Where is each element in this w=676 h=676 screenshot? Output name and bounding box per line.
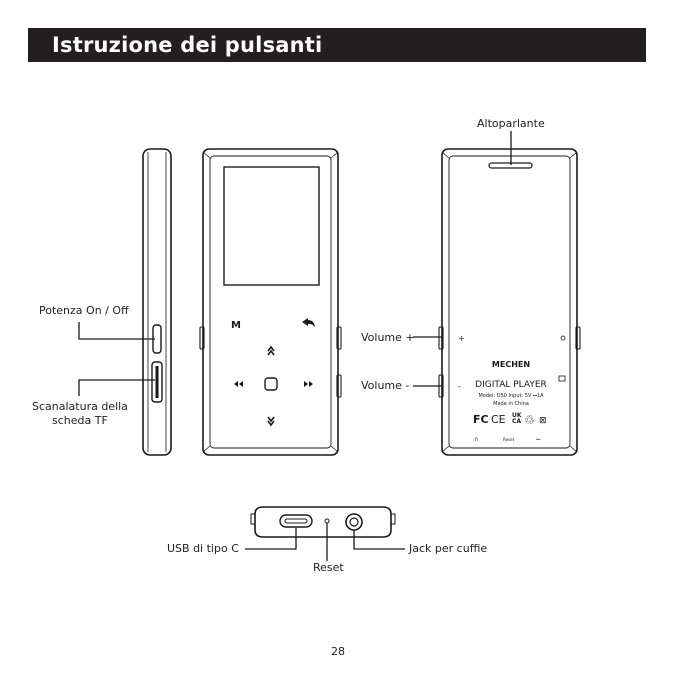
speaker-label: Altoparlante	[477, 117, 545, 130]
up-icon	[268, 347, 274, 355]
page-number: 28	[331, 645, 345, 658]
screen	[224, 167, 319, 285]
usb-icon: ⭠	[536, 436, 541, 443]
brand-logo: MECHEN	[491, 360, 531, 369]
forward-icon	[304, 381, 313, 387]
volume-down-label: Volume -	[361, 379, 410, 392]
svg-text:CA: CA	[512, 418, 522, 425]
back-printing	[458, 334, 547, 443]
bottom-view	[251, 507, 395, 537]
svg-text:-: -	[458, 382, 461, 391]
menu-key: M	[231, 320, 241, 331]
svg-text:DIGITAL PLAYER: DIGITAL PLAYER	[475, 380, 547, 390]
svg-text:Made in China: Made in China	[493, 401, 529, 407]
back-icon	[302, 318, 315, 327]
volume-up-label: Volume +	[361, 331, 415, 344]
ce-mark: CE	[491, 413, 506, 426]
usb-label: USB di tipo C	[167, 542, 239, 555]
recycle-icon: ♲	[524, 413, 535, 427]
headphone-label: Jack per cuffie	[409, 542, 488, 555]
side-view	[143, 149, 171, 455]
back-view	[439, 149, 580, 455]
headphone-icon: ∩	[474, 436, 479, 443]
rewind-icon	[234, 381, 243, 387]
svg-text:Reset: Reset	[503, 437, 515, 442]
headphone-jack	[346, 514, 362, 530]
svg-text:+: +	[458, 334, 465, 343]
play-pause-icon	[265, 378, 277, 390]
down-icon	[268, 417, 274, 425]
fcc-mark: FC	[473, 413, 489, 426]
ukca-mark: UK	[512, 412, 522, 419]
weee-icon: ⊠	[539, 416, 547, 426]
page-title: Istruzione dei pulsanti	[28, 28, 646, 62]
tf-slot-label-line1: Scanalatura della	[32, 400, 128, 413]
reset-hole	[325, 519, 329, 523]
power-label: Potenza On / Off	[39, 304, 129, 317]
tf-slot-label-line2: scheda TF	[52, 414, 108, 427]
svg-text:Model: D50 Input: 5V ⎓1A: Model: D50 Input: 5V ⎓1A	[478, 393, 544, 399]
front-view	[200, 149, 341, 455]
front-keys	[231, 318, 315, 425]
reset-label: Reset	[313, 561, 344, 574]
